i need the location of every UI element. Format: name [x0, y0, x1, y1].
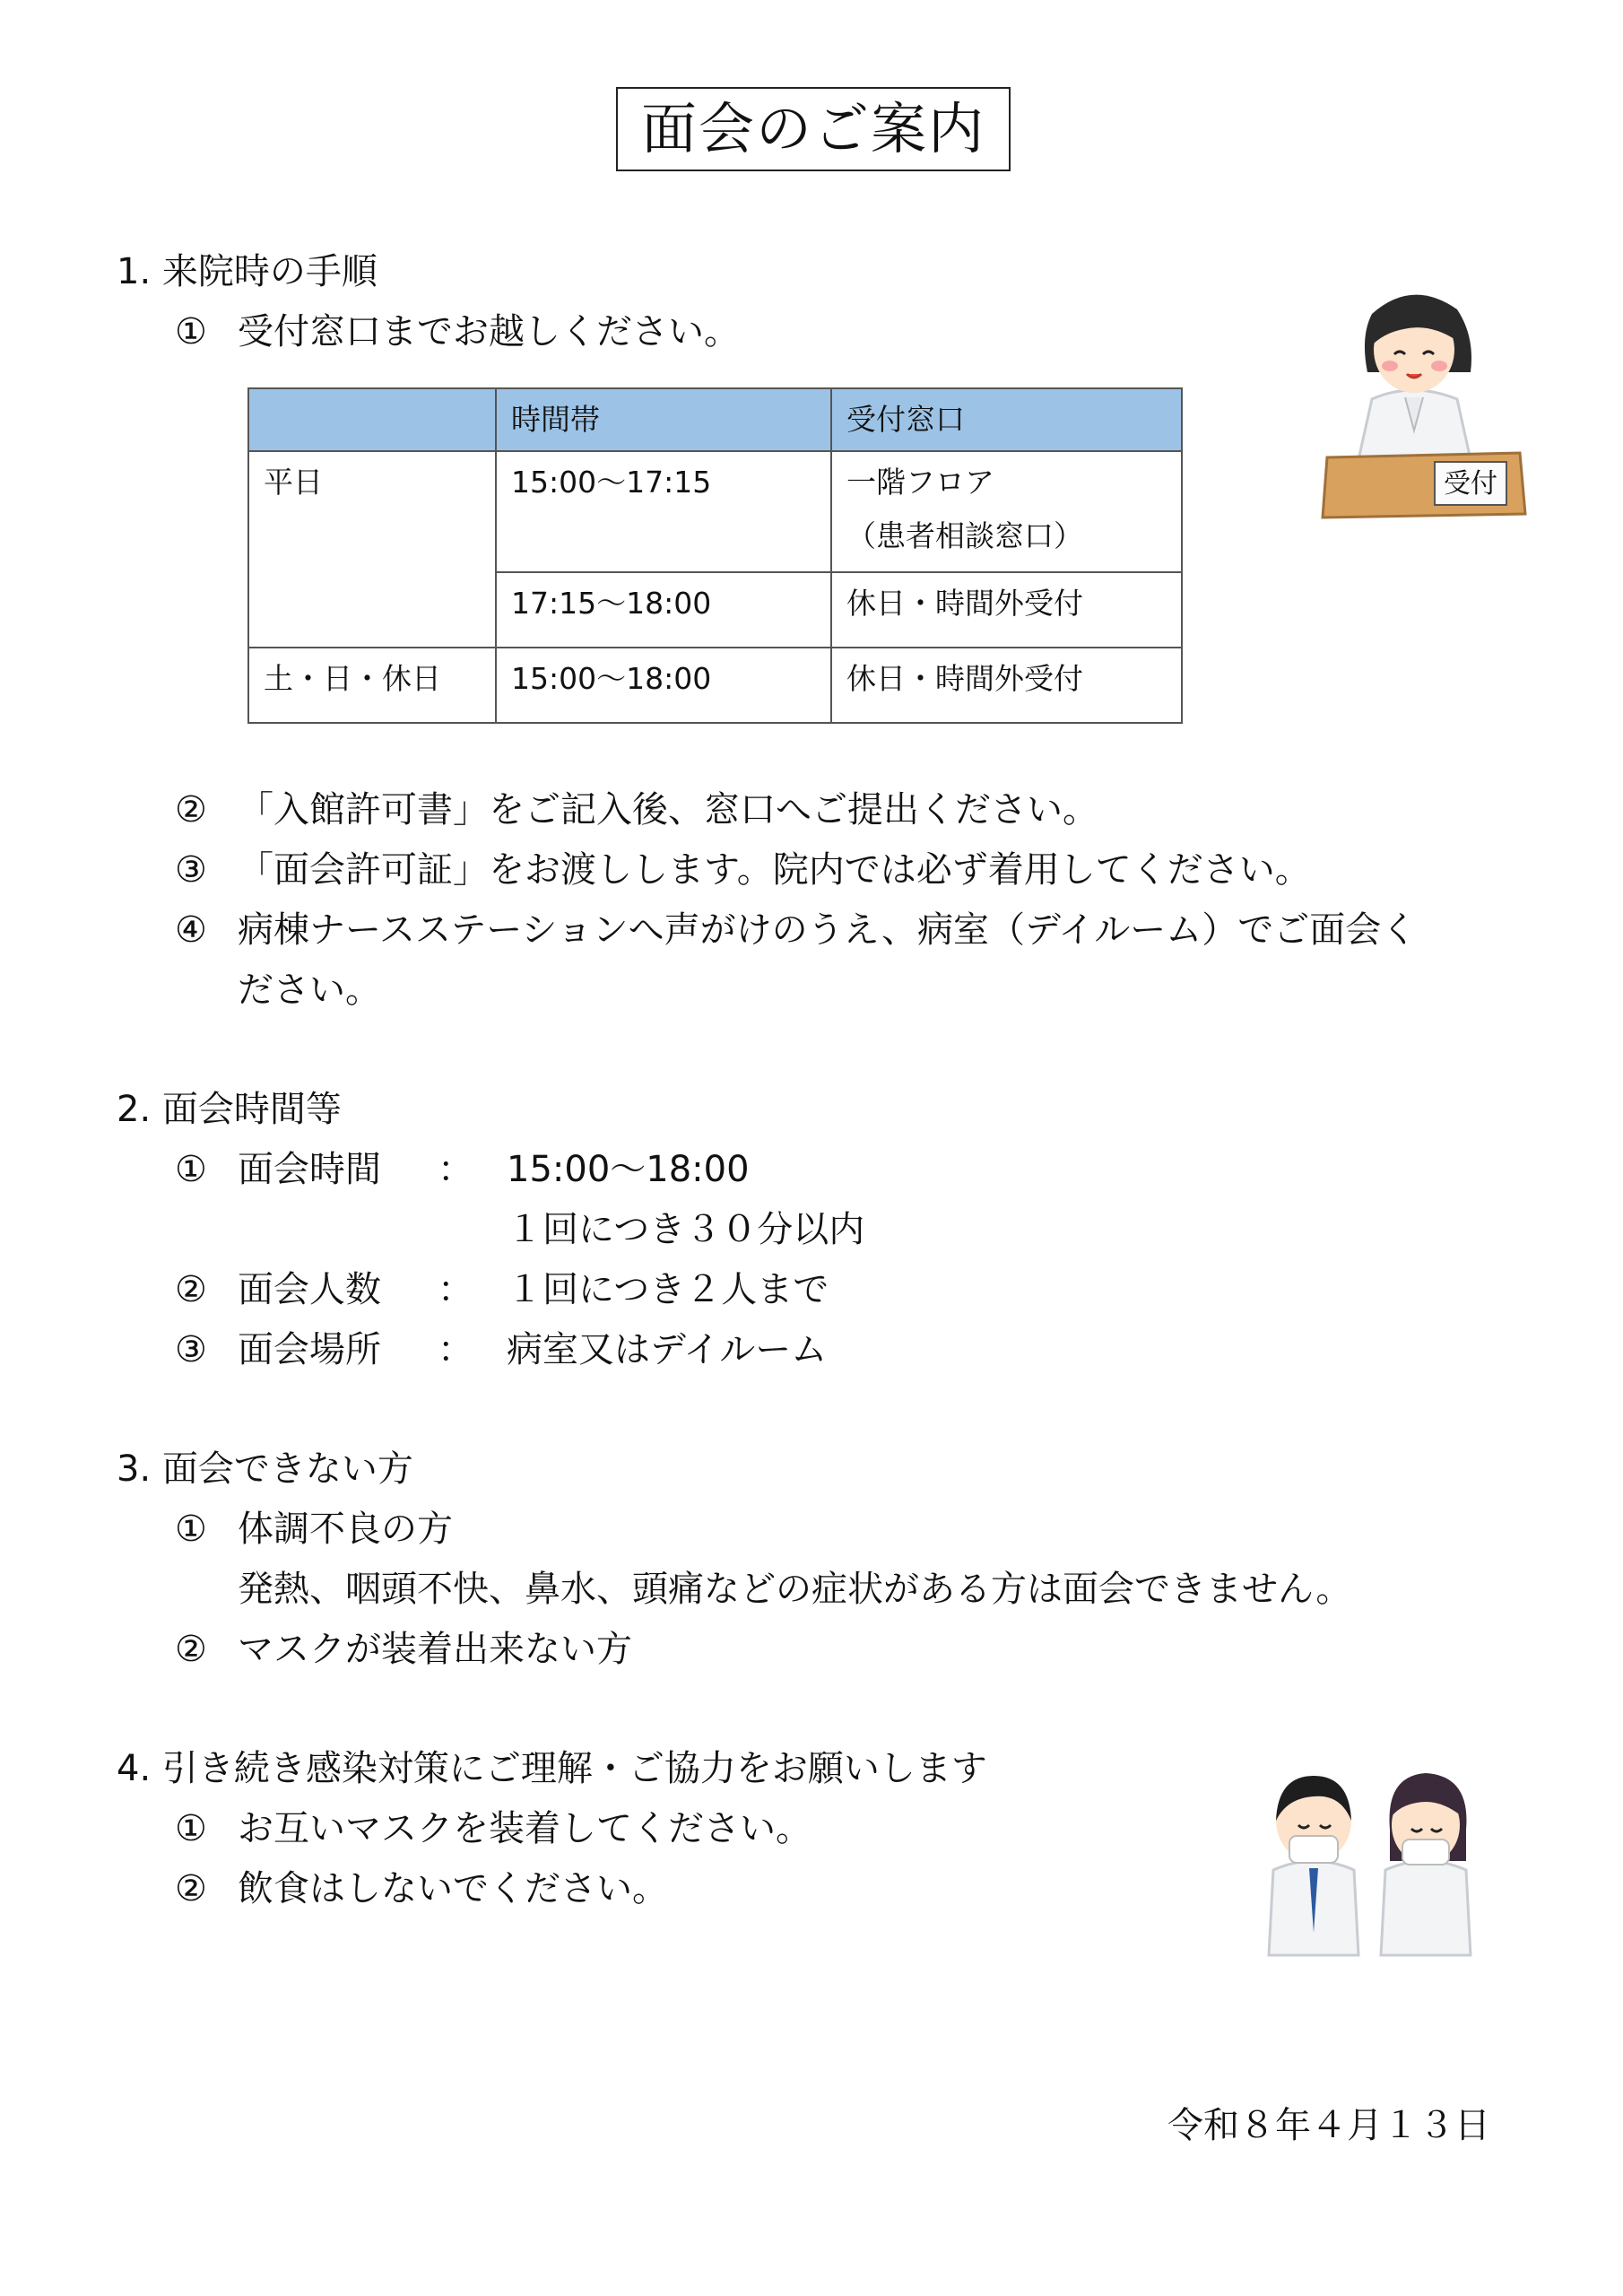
step2-number: ②: [175, 789, 207, 831]
section2-item1: [175, 1144, 381, 1195]
weekday-time-2: 17:15～18:00: [496, 572, 831, 648]
weekday-place-2: 休日・時間外受付: [831, 572, 1182, 648]
weekend-place: 休日・時間外受付: [831, 648, 1182, 723]
section1-step3: [175, 845, 1311, 895]
masked-staff-illustration: [1255, 1753, 1488, 1960]
item-colon: ：: [438, 1329, 473, 1370]
step3-number: ③: [175, 849, 207, 891]
table-row: [248, 451, 1182, 572]
item-colon: ：: [438, 1149, 473, 1190]
visitor-count-value: １回につき２人まで: [507, 1269, 829, 1310]
item-number: ①: [175, 1509, 207, 1550]
item-number: ②: [175, 1269, 207, 1310]
visit-place-value: 病室又はデイルーム: [507, 1329, 828, 1370]
item-label: 面会時間: [238, 1149, 381, 1190]
item-text: 体調不良の方: [238, 1509, 453, 1550]
step2-text: 「入館許可書」をご記入後、窓口へご提出ください。: [238, 789, 1098, 831]
item-number: ③: [175, 1329, 207, 1370]
receptionist-illustration: [1305, 274, 1538, 525]
item-number: ②: [175, 1868, 207, 1909]
item-colon: ：: [438, 1269, 473, 1310]
section1-step2: [175, 785, 1098, 835]
item-label: 面会人数: [238, 1269, 381, 1310]
section4-item2: [175, 1864, 668, 1914]
weekday-place-1-main: 一階フロア: [846, 465, 994, 500]
schedule-table: [247, 387, 1183, 724]
step4-text-continued: ださい。: [238, 970, 381, 1011]
header-time: 時間帯: [496, 388, 831, 451]
item-number: ①: [175, 1149, 207, 1190]
visit-time-value: 15:00～18:00: [507, 1149, 750, 1190]
weekday-place-1-sub: （患者相談窓口）: [846, 518, 1083, 553]
weekday-label: 平日: [248, 451, 496, 648]
section3-item1: [175, 1504, 453, 1554]
section4-heading: 4. 引き続き感染対策にご理解・ご協力をお願いします: [117, 1748, 987, 1789]
item-text: マスクが装着出来ない方: [238, 1629, 632, 1670]
step4-number: ④: [175, 909, 207, 951]
section2-item3: [175, 1325, 381, 1375]
step1-text: 受付窓口までお越しください。: [238, 311, 740, 352]
issue-date: 令和８年４月１３日: [1167, 2105, 1490, 2146]
section1-step1: [175, 307, 740, 357]
section1-heading: 1. 来院時の手順: [117, 251, 378, 292]
weekday-time-1: 15:00～17:15: [496, 451, 831, 572]
weekend-time: 15:00～18:00: [496, 648, 831, 723]
item-number: ①: [175, 1808, 207, 1849]
item-number: ②: [175, 1629, 207, 1670]
section3-item2: [175, 1624, 632, 1674]
section1-step4: [175, 905, 1417, 955]
visit-time-limit: １回につき３０分以内: [507, 1209, 865, 1250]
step3-text: 「面会許可証」をお渡しします。院内では必ず着用してください。: [238, 849, 1311, 891]
table-header-row: [248, 388, 1182, 451]
weekend-label: 土・日・休日: [248, 648, 496, 723]
section3-heading: 3. 面会できない方: [117, 1448, 413, 1490]
step4-text: 病棟ナースステーションへ声がけのうえ、病室（デイルーム）でご面会く: [238, 909, 1418, 951]
item-label: 面会場所: [238, 1329, 381, 1370]
header-window: 受付窓口: [831, 388, 1182, 451]
step1-number: ①: [175, 311, 207, 352]
section3-item1-detail: 発熱、咽頭不快、鼻水、頭痛などの症状がある方は面会できません。: [238, 1569, 1352, 1610]
item-text: お互いマスクを装着してください。: [238, 1808, 812, 1849]
reception-sign-text: 受付: [1444, 468, 1497, 500]
page-title: 面会のご案内: [616, 87, 1011, 171]
weekday-place-1: [831, 451, 1182, 572]
table-row: [248, 648, 1182, 723]
section2-heading: 2. 面会時間等: [117, 1089, 342, 1130]
section4-item1: [175, 1804, 812, 1854]
header-empty: [248, 388, 496, 451]
section2-item2: [175, 1265, 381, 1315]
item-text: 飲食はしないでください。: [238, 1868, 668, 1909]
